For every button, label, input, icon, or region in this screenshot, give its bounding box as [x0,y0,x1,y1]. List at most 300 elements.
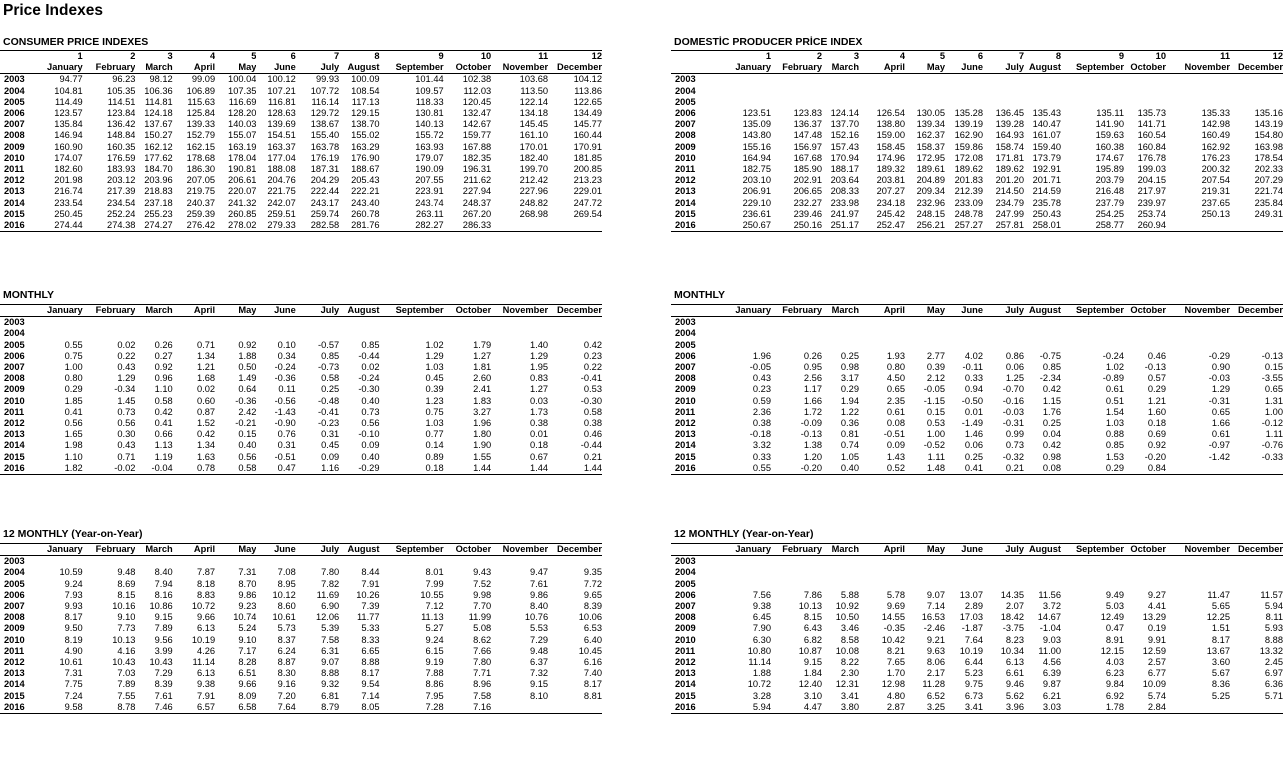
value-cell: 10.19 [959,645,983,656]
value-cell [135,317,172,329]
value-cell: 0.38 [583,418,602,429]
value-cell: 94.77 [59,74,83,85]
value-cell: 159.40 [1032,141,1061,152]
value-cell: 9.15 [530,679,549,690]
value-cell: 143.80 [742,130,771,141]
value-cell: 8.17 [361,668,380,679]
value-cell: 138.67 [310,119,340,130]
value-cell: 248.37 [462,197,492,208]
year-cell: 2008 [4,373,25,384]
value-cell [727,579,771,590]
value-cell: 3.72 [1042,601,1061,612]
value-cell: 7.14 [926,601,945,612]
value-cell: 13.67 [1206,645,1230,656]
value-cell: 150.27 [144,130,173,141]
column-number: 7 [296,51,339,63]
value-cell: 212.39 [954,186,983,197]
value-cell: 0.86 [1005,350,1024,361]
value-cell: 1.16 [296,463,339,475]
column-number: 11 [1166,51,1230,63]
value-cell: -1.87 [961,623,983,634]
value-cell: 5.23 [964,668,983,679]
column-number: 4 [173,51,215,63]
value-cell [548,556,602,568]
value-cell: 13.07 [959,589,983,600]
value-cell: 2.57 [1147,657,1166,668]
value-cell: 163.78 [310,141,340,152]
value-cell: 9.07 [926,589,945,600]
value-cell: -0.24 [358,373,380,384]
value-cell: 11.99 [468,612,492,623]
value-cell: -0.48 [318,395,340,406]
value-cell: 0.87 [197,406,216,417]
value-cell: 1.34 [197,440,216,451]
table-row [671,220,1283,232]
month-header: February [83,62,136,74]
month-header: December [1230,305,1283,317]
value-cell [727,340,771,351]
value-cell: 234.18 [876,197,905,208]
table-row [0,691,602,702]
value-cell: 13.29 [1142,612,1166,623]
month-header: August [339,62,379,74]
value-cell: 1.45 [117,395,136,406]
value-cell: 176.23 [1201,152,1230,163]
value-cell: 7.24 [64,690,83,701]
value-cell: 0.56 [361,418,380,429]
month-header: October [444,305,492,317]
value-cell: 139.28 [995,119,1024,130]
value-cell [1230,556,1283,568]
column-number: 5 [905,51,945,63]
month-header: October [444,544,492,556]
value-cell: 0.51 [1105,395,1124,406]
value-cell: 7.95 [425,690,444,701]
value-cell: 274.38 [83,220,136,232]
value-cell: 5.93 [1264,623,1283,634]
value-cell: 0.26 [803,350,822,361]
value-cell: 8.16 [154,589,173,600]
value-cell: 0.18 [1147,418,1166,429]
value-cell: 139.34 [916,119,945,130]
year-cell: 2009 [4,141,25,152]
value-cell: 8.33 [361,634,380,645]
value-cell: 3.32 [752,440,771,451]
month-header: February [771,62,822,74]
value-cell: 8.83 [197,589,216,600]
year-cell: 2011 [675,645,696,656]
value-cell: 236.61 [742,208,771,219]
value-cell [380,328,444,339]
value-cell: 0.56 [64,418,83,429]
table-row [671,623,1283,634]
value-cell: 8.17 [1211,634,1230,645]
column-number: 1 [41,51,82,63]
value-cell: 122.65 [573,96,602,107]
table-row [0,452,602,463]
value-cell: 7.80 [321,567,340,578]
month-header: May [215,544,256,556]
value-cell [1230,86,1283,97]
value-cell: 0.56 [238,451,257,462]
value-cell: 0.25 [964,451,983,462]
value-cell: 135.33 [1201,108,1230,119]
value-cell: 1.96 [752,350,771,361]
year-cell: 2003 [675,556,696,567]
value-cell: 159.00 [876,130,905,141]
value-cell: 7.64 [964,634,983,645]
value-cell: 11.57 [1260,589,1283,600]
value-cell [1061,579,1124,590]
value-cell: 252.47 [859,220,905,232]
year-cell: 2010 [4,395,25,406]
value-cell: 164.94 [742,152,771,163]
value-cell: 253.74 [1137,208,1166,219]
value-cell: 5.33 [361,623,380,634]
year-cell: 2005 [4,96,25,107]
value-cell: 0.22 [583,362,602,373]
value-cell: 14.67 [1037,612,1061,623]
value-cell: 3.46 [840,623,859,634]
value-cell: 10.74 [233,612,257,623]
month-header: April [859,305,905,317]
value-cell: 0.06 [964,440,983,451]
value-cell: 6.61 [1005,668,1024,679]
value-cell: 0.01 [530,429,549,440]
table-row [671,164,1283,175]
value-cell: 116.14 [311,96,340,107]
table-row [671,635,1283,646]
value-cell: 0.21 [983,463,1024,475]
value-cell [905,317,945,329]
value-cell: 260.94 [1124,220,1166,232]
value-cell: 209.34 [916,186,945,197]
value-cell: 0.39 [926,362,945,373]
value-cell: 9.10 [117,612,136,623]
value-cell [1230,328,1283,339]
value-cell: 0.85 [1105,440,1124,451]
value-cell: 9.16 [277,679,296,690]
value-cell: 135.28 [954,108,983,119]
value-cell: 7.71 [473,668,492,679]
value-cell: 0.73 [1005,440,1024,451]
value-cell: 135.43 [1032,108,1061,119]
value-cell: 250.13 [1201,208,1230,219]
value-cell: 195.89 [1095,164,1124,175]
value-cell [1124,567,1166,578]
value-cell: 9.19 [425,657,444,668]
value-cell: 8.22 [840,657,859,668]
value-cell: 248.78 [954,208,983,219]
value-cell: 1.19 [154,451,173,462]
value-cell: 155.02 [351,130,380,141]
value-cell [1166,317,1230,329]
table-row [0,657,602,668]
value-cell: -0.30 [580,395,602,406]
value-cell: 203.81 [876,175,905,186]
year-cell: 2013 [4,429,25,440]
value-cell [1166,567,1230,578]
value-cell: 124.14 [830,108,859,119]
value-cell: 4.80 [886,690,905,701]
value-cell: 259.74 [310,208,340,219]
value-cell: 229.01 [573,186,602,197]
value-cell: 143.19 [1254,119,1283,130]
table-row [671,407,1283,418]
value-cell [859,97,905,108]
month-header: June [256,305,295,317]
value-cell: 7.75 [64,679,83,690]
value-cell [1024,328,1061,339]
value-cell: 146.94 [54,130,83,141]
value-cell: 107.21 [267,85,296,96]
value-cell: 0.50 [238,362,257,373]
value-cell [1124,340,1166,351]
value-cell: 0.26 [154,339,173,350]
value-cell: 0.40 [822,463,859,475]
value-cell: 160.35 [107,141,136,152]
value-cell: 100.04 [228,74,257,85]
value-cell: 2.42 [238,406,257,417]
value-cell: 222.21 [351,186,380,197]
value-cell: 4.26 [197,645,216,656]
value-cell: 0.80 [64,373,83,384]
value-cell: 258.77 [1061,220,1124,232]
value-cell: 142.67 [462,119,492,130]
year-cell: 2015 [4,208,25,219]
table-row [671,119,1283,130]
value-cell: 227.94 [462,186,492,197]
table-row [0,418,602,429]
value-cell: 163.29 [351,141,380,152]
value-cell: 98.12 [149,74,173,85]
value-cell: 234.79 [995,197,1024,208]
value-cell: 178.54 [1254,152,1283,163]
year-cell: 2013 [675,668,696,679]
value-cell: 207.55 [415,175,444,186]
table-row [0,407,602,418]
value-cell: 248.82 [519,197,549,208]
value-cell: 0.77 [425,429,444,440]
value-cell: 174.67 [1095,152,1124,163]
year-cell: 2015 [675,451,696,462]
value-cell: 9.46 [1005,679,1024,690]
year-cell: 2009 [675,141,696,152]
table-row [671,691,1283,702]
value-cell: 5.62 [1005,690,1024,701]
value-cell: 216.74 [54,186,83,197]
value-cell: 7.94 [154,578,173,589]
value-cell: 10.87 [798,645,822,656]
page-title: Price Indexes [3,2,103,19]
value-cell: 123.51 [742,108,771,119]
value-cell: 10.92 [835,601,859,612]
value-cell: 120.45 [462,96,492,107]
value-cell: 6.13 [197,668,216,679]
value-cell: 203.12 [107,175,136,186]
table-row [671,198,1283,209]
month-header: September [380,544,444,556]
month-header-row [0,544,602,556]
value-cell: 0.59 [752,395,771,406]
value-cell: 1.79 [473,339,492,350]
value-cell: 204.29 [310,175,340,186]
cpi-yoy-section-title: 12 MONTHLY (Year-on-Year) [3,528,143,540]
value-cell: 0.52 [859,463,905,475]
value-cell: 2.84 [1124,702,1166,714]
value-cell: -0.05 [749,362,771,373]
month-header: September [1061,62,1124,74]
value-cell: 222.44 [310,186,340,197]
value-cell [1166,328,1230,339]
year-cell: 2007 [4,119,25,130]
value-cell: 8.69 [117,578,136,589]
value-cell: 137.70 [830,119,859,130]
year-cell: 2007 [675,362,696,373]
value-cell: 237.18 [144,197,173,208]
value-cell: 18.42 [1000,612,1024,623]
table-row [0,679,602,690]
value-cell: 5.39 [321,623,340,634]
value-cell: 4.02 [964,350,983,361]
dppi-section-title: DOMESTİC PRODUCER PRİCE INDEX [674,36,863,48]
value-cell: 9.21 [926,634,945,645]
table-row [671,440,1283,451]
year-cell: 2012 [4,657,25,668]
table-row [671,362,1283,373]
value-cell: 116.81 [268,96,296,107]
year-cell: 2006 [675,350,696,361]
table-row [671,567,1283,578]
value-cell [983,86,1024,97]
column-number: 8 [1024,51,1061,63]
value-cell: 7.31 [64,668,83,679]
value-cell: 135.11 [1096,108,1124,119]
year-cell: 2014 [675,197,696,208]
value-cell: 9.15 [154,612,173,623]
value-cell: 123.84 [107,108,136,119]
value-cell: 1.17 [803,384,822,395]
value-cell: 1.63 [197,451,216,462]
value-cell: 7.31 [238,567,257,578]
value-cell: 207.29 [1254,175,1283,186]
value-cell [83,328,136,339]
value-cell: 6.57 [173,702,215,714]
value-cell: 163.19 [228,141,257,152]
value-cell: 109.57 [415,85,444,96]
month-header: October [1124,305,1166,317]
table-row [0,74,602,86]
value-cell: 10.08 [835,645,859,656]
value-cell: 8.17 [583,679,602,690]
value-cell: 6.13 [1005,657,1024,668]
value-cell: 1.90 [473,440,492,451]
value-cell: 7.39 [361,601,380,612]
value-cell [859,556,905,568]
table-row [0,463,602,475]
value-cell: 125.84 [186,108,216,119]
value-cell [859,317,905,329]
table-row [0,556,602,568]
year-cell: 2003 [675,317,696,328]
value-cell: 170.91 [573,141,602,152]
value-cell: -0.12 [1261,418,1283,429]
value-cell: -0.51 [274,451,296,462]
value-cell: 0.75 [64,350,83,361]
value-cell: 0.11 [278,384,296,395]
value-cell: 6.23 [1105,668,1124,679]
value-cell: 1.11 [1265,429,1283,440]
value-cell: -0.35 [883,623,905,634]
value-cell: 6.21 [1042,690,1061,701]
value-cell [548,317,602,329]
column-number: 11 [491,51,548,63]
value-cell: 3.10 [803,690,822,701]
value-cell: 6.39 [1042,668,1061,679]
value-cell: 1.88 [752,668,771,679]
value-cell: 0.09 [886,440,905,451]
value-cell: 0.38 [752,418,771,429]
value-cell: 5.27 [425,623,444,634]
value-cell: 8.87 [277,657,296,668]
value-cell: 8.62 [473,634,492,645]
value-cell: 250.45 [54,208,83,219]
value-cell: 0.08 [1024,463,1061,475]
value-cell: 161.10 [519,130,549,141]
value-cell: 0.58 [154,395,173,406]
value-cell: 178.04 [228,152,257,163]
month-header: March [822,305,859,317]
value-cell: 114.49 [54,96,83,107]
value-cell: 233.09 [954,197,983,208]
value-cell: 1.40 [530,339,549,350]
value-cell [1230,97,1283,108]
value-cell [859,579,905,590]
column-number: 2 [771,51,822,63]
year-cell: 2012 [675,175,696,186]
value-cell: 5.08 [473,623,492,634]
value-cell: 0.29 [1061,463,1124,475]
value-cell [1166,702,1230,714]
value-cell: 234.54 [107,197,136,208]
value-cell: 1.13 [154,440,173,451]
value-cell: 6.44 [964,657,983,668]
value-cell: 11.77 [356,612,380,623]
year-cell: 2010 [675,395,696,406]
column-number-row [0,51,602,63]
value-cell: 106.89 [186,85,216,96]
value-cell: 1.03 [425,362,444,373]
value-cell: 96.23 [112,74,136,85]
value-cell: 160.84 [1137,141,1166,152]
value-cell: 163.37 [267,141,296,152]
value-cell: 9.56 [154,634,173,645]
value-cell: 4.90 [64,645,83,656]
year-cell: 2015 [4,690,25,701]
value-cell: 6.43 [803,623,822,634]
value-cell: 0.43 [752,373,771,384]
value-cell: 7.03 [117,668,136,679]
value-cell: 6.92 [1105,690,1124,701]
value-cell: 1.02 [425,339,444,350]
value-cell: 8.86 [425,679,444,690]
value-cell: 0.57 [1147,373,1166,384]
value-cell: -0.52 [923,440,945,451]
value-cell: 217.97 [1137,186,1166,197]
value-cell: 7.64 [256,702,295,714]
value-cell: 122.14 [519,96,549,107]
value-cell: 7.87 [197,567,216,578]
